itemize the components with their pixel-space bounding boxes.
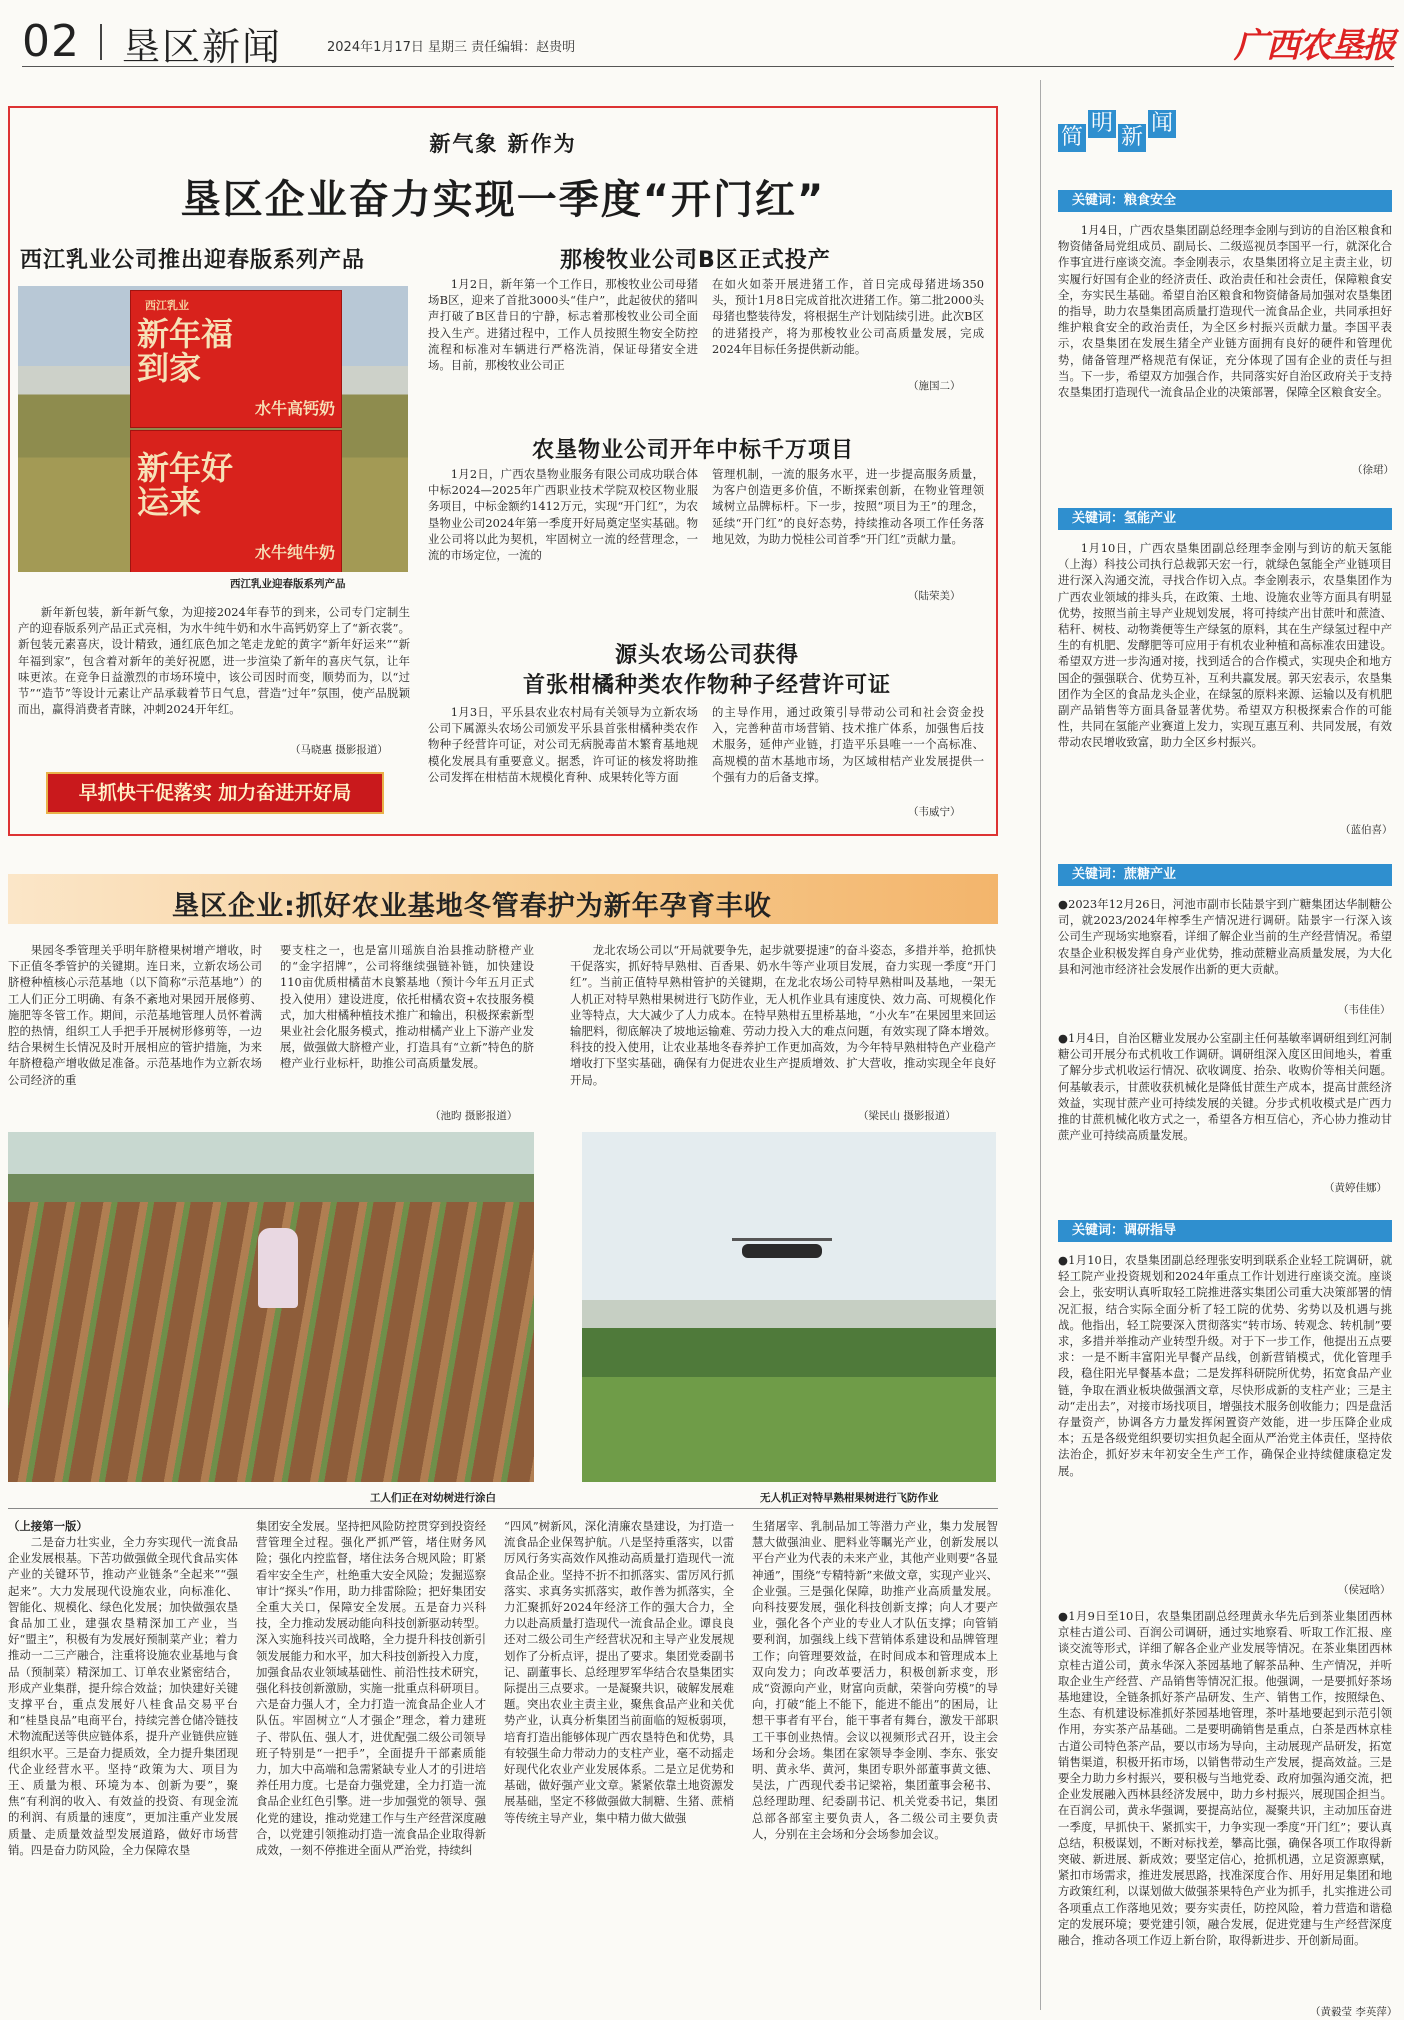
orchard-workers-photo [8,1132,534,1482]
article-title: 西江乳业公司推出迎春版系列产品 [20,248,366,273]
page-number: 02 [22,16,80,67]
byline: （马晓惠 摄影报道） [290,744,388,756]
box-slogan: 新年好运来 [137,449,234,521]
divider [100,24,102,60]
box-product: 水牛高钙奶 [254,399,335,418]
article-body: 二是奋力壮实业，全力夯实现代一流食品企业发展根基。下苦功做强做全现代食品实体产业的关键环节，推动产业链条“全起来”“强起来”。大力发展现代设施农业，向标准化、智能化、规模化、绿色化发展；加快做强农垦食品加工业，建强农垦精深加工产业，当好“盟主”，积极有为发展好预制菜产业；着力推动一二三产融合，注重将设施农业基地与食品（预制菜）精深加工、订单农业紧密结合，形成产业集群，提升综合效益；加快建好关键支撑平台，重点发展好八桂食品交易平台和“桂垦良品”电商平台，持续完善仓储冷链技术物流配送等供应链体系，提升产业链供应链组织水平。三是奋力提质效，全力提升集团现代企业经营水平。坚持“政策为大、项目为王、质量为根、环境为本、创新为要”，聚焦“有利润的收入、有效益的投资、有现金流的利润、有质量的速度”，更加注重产业发展质量、走质量效益型发展道路，做好市场营销。四是奋力防风险，全力保障农垦 [8,1535,238,1857]
byline: （韦威宁） [908,806,961,818]
byline: （黄婷佳娜） [1324,1182,1387,1194]
section-headline: 垦区企业:抓好农业基地冬管春护为新年孕育丰收 [172,891,772,922]
drone-spraying-photo [582,1132,996,1482]
article-body: 生猪屠宰、乳制品加工等潜力产业，集力发展智慧大做强油业、肥料业等瞩光产业，创新发展以平台产业为代表的未来产业，其他产业则要“各显神通”，围绕“专精特新”来做文章，实现产业兴、企业强。三是强化保障，助推产业高质量发展。向科技要发展，强化科技创新支撑；向人才要产业，强化各个产业的专业人才队伍支撑；向管销要利润，加强线上线下营销体系建设和品牌管理工作；向管理要效益，在时间成本和管理成本上双向发力；向改革要活力，积极创新求变，形成“资源向产业，财富向贡献，荣誉向劳模”的导向，打破“能上不能下，能进不能出”的困局，让想干事者有平台，能干事者有舞台，激发干部职工干事创业热情。会议以视频形式召开，设主会场和分会场。集团在家领导李金刚、李东、张安明、黄永华、黄河，集团专职外部董事黄文德、吴法，广西现代委书记梁裕，集团董事会秘书、总经理助理、纪委副书记、机关党委书记，集团总部各部室主要负责人，各二级公司主要负责人，分别在主会场和分会场参加会议。 [752,1519,998,1841]
byline: （黄毅莹 李英萍） [1310,2006,1398,2018]
milk-product-photo [18,286,408,572]
byline: （梁民山 摄影报道） [858,1110,956,1122]
byline: （韦佳佳） [1338,1004,1391,1016]
photo-caption: 工人们正在对幼树进行涂白 [370,1492,496,1504]
article-body: 1月2日，新年第一个工作日，那梭牧业公司母猪场B区，迎来了首批3000头“佳户”，此起彼伏的猪叫声打破了B区昔日的宁静，标志着那梭牧业公司全面投入生产。进猪过程中，工作人员按照生物安全防控流程和标准对车辆进行严格洗消，保证母猪安全进场。目前，那梭牧业公司正 [428,277,698,373]
article-body: “四风”树新风，深化清廉农垦建设，为打造一流食品企业保驾护航。八是坚持重落实，以雷厉风行务实高效作风推动高质量打造现代一流食品企业。坚持不折不扣抓落实、雷厉风行抓落实、求真务实抓落实，敢作善为抓落实，全力汇聚抓好2024年经济工作的强大合力，全力以赴高质量打造现代一流食品企业。谭良良还对二级公司生产经营状况和主导产业发展规划作了分析点评，提出了要求。集团党委副书记、副董事长、总经理罗军华结合农垦集团实际提出三点要求。一是凝聚共识，破解发展难题。突出农业主责主业，聚焦食品产业和关优势产业，认真分析集团当前面临的短板弱项，培育打造出能够体现广西农垦特色和优势，具有较强生命力带动力的支柱产业，毫不动摇走好现代化农业产业发展体系。二是立足优势和基础，做好强产业文章。紧紧依靠土地资源发展基础，坚定不移做强做大制糖、生猪、蔗梢等传统主导产业，集中精力做大做强 [504,1519,734,1825]
byline: （蓝伯喜） [1340,824,1393,836]
milk-box [130,290,342,428]
article-body: 管理机制，一流的服务水平，进一步提高服务质量，为客户创造更多价值，不断探索创新，在物业管理领域树立品牌标杆。下一步，按照“项目为王”的理念，延续“开门红”的良好态势，持续推动各项工作任务落地见效，为助力悦桂公司首季“开门红”贡献力量。 [712,467,984,546]
article-body: 在如火如荼开展进猪工作，首日完成母猪进场350头，预计1月8日完成首批次进猪工作。第二批2000头母猪也整装待发，将根据生产计划陆续引进。此次B区的进猪投产，将为那梭牧业公司高质量发展，完成2024年目标任务提供新动能。 [712,277,984,356]
sidebar-rule [1040,80,1041,2010]
kicker: 新气象 新作为 [429,131,577,156]
brief-body: 1月4日，广西农垦集团副总经理李金刚与到访的自治区粮食和物资储备局党组成员、副局长、二级巡视员李国平一行，就深化合作事宜进行座谈交流。李金刚表示，农垦集团将立足主责主业，切实履行好国有企业的经济责任、政治责任和社会责任，保障粮食安全，夯实民生基础。希望自治区粮食和物资储备局加强对农垦集团的指导，助力农垦集团高质量打造现代一流食品企业，共同承担好维护粮食安全的政治责任，为全区乡村振兴贡献力量。李国平表示，农垦集团在发展生猪全产业链方面拥有良好的硬件和管理优势，储备管理严格规范有保证，充分体现了国有企业的责任与担当。下一步，希望双方加强合作，共同落实好自治区政府关于支持农垦集团打造现代一流食品企业的决策部署，保障全区粮食安全。 [1058,223,1392,400]
photo-caption: 西江乳业迎春版系列产品 [230,578,346,590]
issue-meta: 2024年1月17日 星期三 责任编辑：赵贵明 [327,40,576,55]
article-title: 农垦物业公司开年中标千万项目 [532,438,855,463]
sidebar-title-char: 闻 [1148,110,1176,138]
article-body: 1月2日，广西农垦物业服务有限公司成功联合体中标2024—2025年广西职业技术学院双校区物业服务项目，中标金额约1412万元，实现“开门红”，为农垦物业公司2024年第一季度开好局奠定坚实基础。物业公司将以此为契机，牢固树立一流的经营理念，一流的市场定位，一流的 [428,467,698,563]
keyword-tag: 关键词：调研指导 [1058,1220,1392,1242]
newspaper-logo[interactable]: 广西农垦报 [1234,26,1394,66]
keyword-tag: 关键词：蔗糖产业 [1058,864,1392,886]
sidebar-title-char: 新 [1118,124,1146,152]
article-body: 1月3日，平乐县农业农村局有关领导为立新农场公司下属源头农场公司颁发平乐县首张柑橘种类农作物种子经营许可证，对公司无病脱毒苗木繁育基地规模化发展具有重要意义。据悉，许可证的核发将助推公司发挥在柑桔苗木规模化育种、成果转化等方面 [428,705,698,784]
article-title: 首张柑橘种类农作物种子经营许可证 [522,673,891,698]
byline: （侯冠晗） [1338,1584,1391,1596]
continued-label: （上接第一版） [8,1519,88,1533]
milk-box [130,430,342,572]
keyword-tag: 关键词：粮食安全 [1058,190,1392,212]
article-body: 的主导作用，通过政策引导带动公司和社会资金投入，完善种苗市场营销、技术推广体系，加强售后技术服务，延伸产业链，打造平乐县唯一一个高标准、高规模的苗木基地市场，为区域柑桔产业发展提供一个强有力的后备支撑。 [712,705,984,784]
main-headline: 垦区企业奋力实现一季度“开门红” [180,177,826,223]
brief-body: ●1月4日，自治区糖业发展办公室副主任何基敏率调研组到红河制糖公司开展分布式机收工作调研。调研组深入度区田间地头，着重了解分步式机收运行情况、砍收调度、抬杂、收购价等相关问题。何基敏表示，甘蔗收获机械化是降低甘蔗生产成本，提高甘蔗经济效益，实现甘蔗产业可持续发展的关键。分步式机收模式是广西力推的甘蔗机械化收方式之一，希望各方相互信心，齐心协力推动甘蔗产业可持续高质量发展。 [1058,1031,1392,1143]
article-title: 那梭牧业公司B区正式投产 [560,248,831,273]
sidebar-title [1058,110,1178,162]
box-slogan: 新年福到家 [137,315,234,387]
brief-body: ●2023年12月26日，河池市副市长陆景宇到广糖集团达华制糖公司，就2023/2024年榨季生产情况进行调研。陆景宇一行深入该公司生产现场实地察看，详细了解企业当前的生产经营情况。希望农垦企业积极发挥自身产业优势，推动蔗糖业高质量发展，为大化县和河池市经济社会发展作出新的更大贡献。 [1058,897,1392,976]
article-body: 集团安全发展。坚持把风险防控贯穿到投资经营管理全过程。强化严抓严管，堵住财务风险；强化内控监督，堵住法务合规风险；盯紧看牢安全生产，杜绝重大安全风险；发掘巡察审计“探头”作用，助力排雷除险；把好集团安全重大关口，保障安全发展。五是奋力兴科技，全力推动发展动能向科技创新驱动转型。深入实施科技兴司战略，全力提升科技创新引领发展能力和水平，加大科技创新投入力度，加强食品农业领域基础性、前沿性技术研究，强化科技创新激励，实施一批重点科研项目。六是奋力强人才，全力打造一流食品企业人才队伍。牢固树立“人才强企”理念，着力建班子、带队伍、强人才，进优配强二级公司领导班子特别是“一把手”，全面提升干部素质能力，加大中高端和急需紧缺专业人才的引进培养任用力度。七是奋力强党建，全力打造一流食品企业红色引擎。进一步加强党的领导、强化党的建设，推动党建工作与生产经营深度融合，以党建引领推动打造一流食品企业取得新成效，一刻不停推进全面从严治党，持续纠 [256,1519,486,1858]
article-body: 龙北农场公司以“开局就要争先，起步就要提速”的奋斗姿态，多措并举，抢抓快干促落实，抓好特早熟柑、百香果、奶水牛等产业项目发展，奋力实现一季度“开门红”。当前正值特早熟柑管护的关键期，在龙北农场公司特早熟柑叫及基地，一架无人机正对特早熟柑果树进行飞防作业，无人机作业具有速度快、效力高、可规模化作业等特点，大大减少了人力成本。在特早熟柑五里桥基地，“小火车”在果园里来回运输肥料，彻底解决了坡地运输难、劳动力投入大的难点问题，有效实现了降本增效。科技的投入使用，让农业基地冬春养护工作更加高效，为今年特早熟柑特色产业稳产增收打下坚实基础，确保有力促进农业生产提质增效、扩大营收，推动实现全年良好开局。 [570,943,996,1087]
article-body: 要支柱之一，也是富川瑶族自治县推动脐橙产业的“金字招牌”，公司将继续强链补链，加快建设110亩优质柑橘苗木良繁基地（预计今年五月正式投入使用）建设进度，依托柑橘农资+农技服务模式，加大柑橘种植技术推广和输出，积极探索新型果业社会化服务模式，推动柑橘产业上下游产业发展，做强做大脐橙产业，打造具有“立新”特色的脐橙产业行业标杆，助推公司高质量发展。 [280,943,534,1071]
box-product: 水牛纯牛奶 [254,543,335,562]
brand-label: 西江乳业 [145,299,189,312]
divider [8,1508,998,1509]
sidebar-title-char: 简 [1058,124,1086,152]
byline: （陆荣美） [908,590,961,602]
keyword-tag: 关键词：氢能产业 [1058,508,1392,530]
photo-caption: 无人机正对特早熟柑果树进行飞防作业 [760,1492,939,1504]
article-title: 源头农场公司获得 [614,643,799,668]
section-title: 垦区新闻 [122,25,283,69]
byline: （徐珺） [1352,464,1394,476]
article-body: 果园冬季管理关乎明年脐橙果树增产增收，时下正值冬季管护的关键期。连日来，立新农场公司脐橙种植核心示范基地（以下简称“示范基地”）的工人们正分工明确、有条不紊地对果园开展修剪、施肥等冬管工作。期间，示范基地管理人员怀着满腔的热情，组织工人手把手开展树形修剪等，一边结合果树生长情况及时开展相应的管护措施，为来年脐橙稳产增收做足准备。示范基地作为立新农场公司经济的重 [8,943,262,1087]
sidebar-title-char: 明 [1088,110,1116,138]
byline: （施国二） [908,380,961,392]
article-body: 新年新包装，新年新气象，为迎接2024年春节的到来，公司专门定制生产的迎春版系列产品正式亮相，为水牛纯牛奶和水牛高钙奶穿上了“新衣裳”。新包装元素喜庆，设计精致，通红底色加之笔走龙蛇的黄字“新年好运来”“新年福到家”，包含着对新年的美好祝愿，进一步渲染了新年的喜庆气氛，让年味更浓。在竞争日益激烈的市场环境中，该公司因时而变，顺势而为，以“过节”“造节”等设计元素让产品承载着节日气息，营造“过年”氛围，使产品脱颖而出，赢得消费者青睐，冲刺2024开年红。 [18,605,410,717]
brief-body: ●1月10日，农垦集团副总经理张安明到联系企业轻工院调研，就轻工院产业投资规划和2024年重点工作计划进行座谈交流。座谈会上，张安明认真听取轻工院推进落实集团公司重大决策部署的情况汇报，结合实际全面分析了轻工院的优势、劣势以及机遇与挑战。他指出，轻工院要深入贯彻落实“转市场、转观念、转机制”要求，多措并举推动产业转型升级。对于下一步工作，他提出五点要求：一是不断丰富阳光早餐产品线，创新营销模式，优化管理手段，稳住阳光早餐基本盘；二是发挥科研院所优势，拓宽食品产业链，争取在酒业板块做强酒文章，尽快形成新的支柱产业；三是主动“走出去”，对接市场找项目，增强技术服务创收能力；四是盘活存量资产，协调各方力量发挥闲置资产效能，进一步压降企业成本；五是各级党组织要切实担负起全面从严治党主体责任，坚持依法治企，抓好岁末年初安全生产工作，确保企业持续健康稳定发展。 [1058,1253,1392,1478]
masthead [22,16,1394,67]
byline: （池昀 摄影报道） [430,1110,518,1122]
brief-body: 1月10日，广西农垦集团副总经理李金刚与到访的航天氢能（上海）科技公司执行总裁郭天宏一行，就绿色氢能全产业链项目进行深入沟通交流，寻找合作切入点。李金刚表示，农垦集团作为广西农业领域的排头兵，在政策、土地、设施农业等方面具有明显优势，按照当前主导产业规划发展，将可持续产出甘蔗叶和蔗渣、秸秆、树枝、动物粪便等生产绿氢的原料，其在生产绿氢过程中产生的有机肥、发酵肥等可应用于有机农业种植和高标准农田建设。希望双方进一步沟通对接，找到适合的合作模式，实现央企和地方国企的强强联合、优势互补，互利共赢发展。郭天宏表示，农垦集团作为全区的食品龙头企业，在绿氢的原料来源、运输以及有机肥副产品销售等方面具备显著优势。希望双方积极探索合作的可能性，共同在氢能产业赛道上发力，实现互惠互利、共同发展，有效带动农民增收致富，助力全区乡村振兴。 [1058,541,1392,750]
brief-body: ●1月9日至10日，农垦集团副总经理黄永华先后到茶业集团西林京桂古道公司、百润公司调研，通过实地察看、听取工作汇报、座谈交流等形式，详细了解各企业产业发展等情况。在茶业集团西林京桂古道公司，黄永华深入茶园基地了解茶品种、生产情况，并听取企业生产经营、产品销售等情况汇报。他强调，一是要抓好茶场基地建设，全链条抓好茶产品研发、生产、销售工作，按照绿色、生态、有机建设标准抓好茶园基地管理，茶叶基地要起到示范引领作用，夯实茶产品基础。二是要明确销售是重点，白茶是西林京桂古道公司特色茶产品，要以市场为导向，主动展现产品研发，拓宽销售渠道，积极开拓市场，以销售带动生产发展，提高效益。三是要全力助力乡村振兴，要积极与当地党委、政府加强沟通交流，把企业发展融入西林县经济发展中，助力乡村振兴，展现国企担当。在百润公司，黄永华强调，要提高站位，凝聚共识，主动加压奋进一季度，早抓快干、紧抓实干，力争实现一季度“开门红”；要认真总结，积极谋划，不断对标找差，攀高比强，确保各项工作取得新突破、新进展、新成效；要坚定信心，抢抓机遇，立足资源禀赋，紧扣市场需求，推进发展思路，找准深度合作、用好用足集团和地方政策红利，以谋划做大做强茶果特色产业为抓手，扎实推进公司各项重点工作落地见效；要夯实责任，防控风险，着力营造和谐稳定的发展环境；要党建引领，融合发展，促进党建与生产经营深度融合，推动各项工作迈上新台阶，取得新进步、开创新局面。 [1058,1609,1392,1948]
section-banner [8,874,998,924]
slogan-banner: 早抓快干促落实 加力奋进开好局 [46,772,384,814]
